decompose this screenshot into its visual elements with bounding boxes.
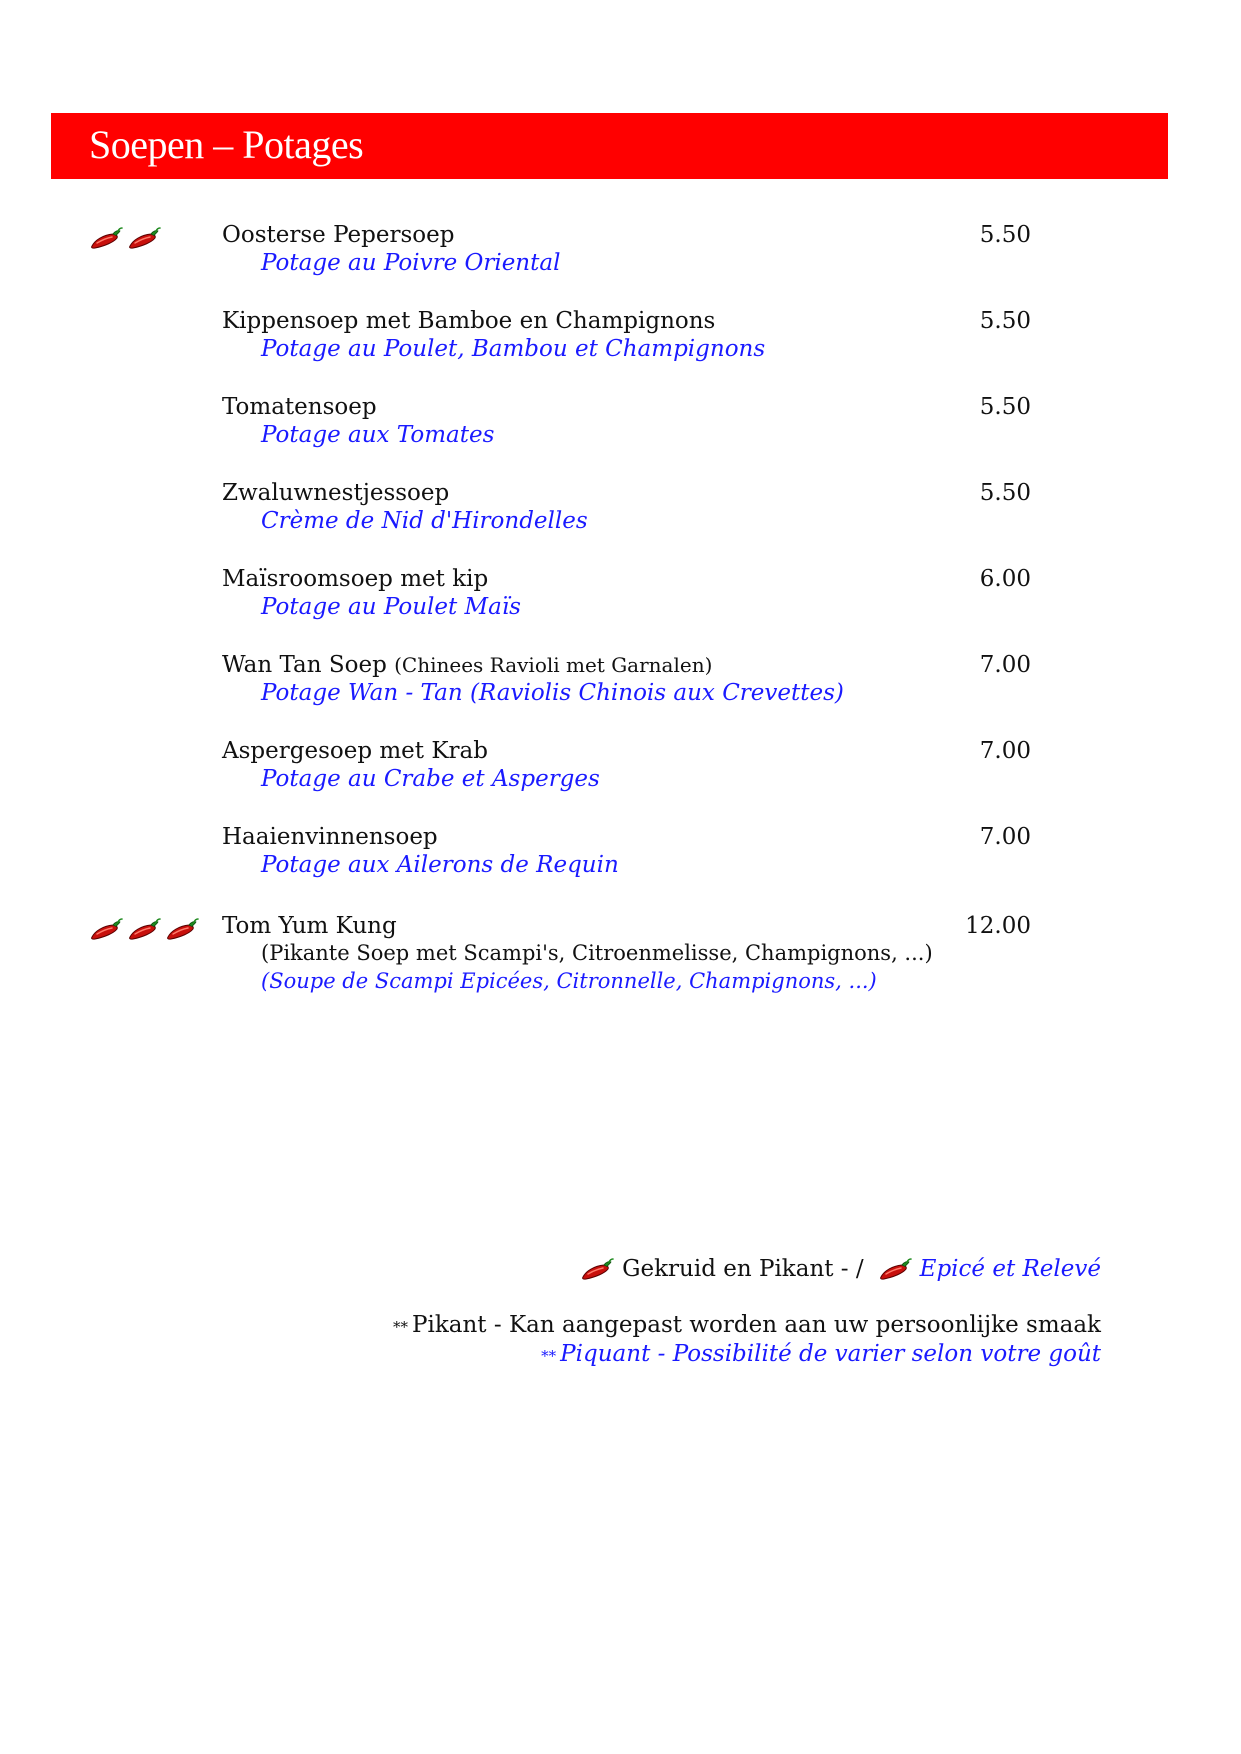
chili-pepper-icon — [165, 917, 199, 941]
item-price: 12.00 — [965, 913, 1031, 939]
note-text-nl: Pikant - Kan aangepast worden aan uw persoonlijke smaak — [412, 1312, 1101, 1338]
item-name-nl-aside: (Chinees Ravioli met Garnalen) — [394, 653, 713, 677]
spice-legend — [580, 1252, 1101, 1286]
item-price: 7.00 — [979, 824, 1031, 850]
chili-pepper-icon — [127, 226, 161, 250]
item-price: 7.00 — [979, 738, 1031, 764]
item-name-fr: Potage au Crabe et Asperges — [261, 766, 600, 792]
menu-item — [0, 911, 1241, 1011]
chili-pepper-icon — [580, 1257, 614, 1281]
item-price: 7.00 — [979, 652, 1031, 678]
item-name-fr: Potage aux Tomates — [261, 422, 495, 448]
menu-item — [0, 822, 1241, 902]
menu-item — [0, 306, 1241, 386]
item-name-nl: Aspergesoep met Krab — [222, 738, 488, 764]
spice-note-fr — [541, 1339, 1101, 1369]
item-price: 6.00 — [979, 566, 1031, 592]
item-name-fr: Crème de Nid d'Hirondelles — [261, 508, 588, 534]
item-name-fr: Potage aux Ailerons de Requin — [261, 852, 619, 878]
legend-text-fr: Epicé et Relevé — [919, 1256, 1101, 1282]
section-title: Soepen – Potages — [89, 122, 364, 167]
item-description-nl: (Pikante Soep met Scampi's, Citroenmelisse, Champignons, ...) — [261, 941, 933, 965]
spice-note-nl — [393, 1310, 1101, 1340]
item-name-nl: Kippensoep met Bamboe en Champignons — [222, 308, 716, 334]
item-name-fr: Potage au Poulet, Bambou et Champignons — [261, 336, 766, 362]
item-price: 5.50 — [979, 308, 1031, 334]
note-text-fr: Piquant - Possibilité de varier selon votre goût — [560, 1341, 1101, 1367]
item-name-nl: Tom Yum Kung — [222, 913, 397, 939]
item-price: 5.50 — [979, 222, 1031, 248]
item-description-fr: (Soupe de Scampi Epicées, Citronnelle, Champignons, ...) — [261, 969, 877, 993]
item-price: 5.50 — [979, 480, 1031, 506]
menu-item — [0, 564, 1241, 644]
spice-indicator — [89, 917, 199, 945]
note-stars: ** — [541, 1347, 557, 1365]
item-name-nl — [222, 650, 712, 680]
item-name-nl: Tomatensoep — [222, 394, 377, 420]
chili-pepper-icon — [89, 917, 123, 941]
menu-item — [0, 736, 1241, 816]
item-price: 5.50 — [979, 394, 1031, 420]
menu-item — [0, 478, 1241, 558]
item-name-nl: Oosterse Pepersoep — [222, 222, 455, 248]
item-name-fr: Potage Wan - Tan (Raviolis Chinois aux Crevettes) — [261, 680, 844, 706]
chili-pepper-icon — [127, 917, 161, 941]
item-name-nl: Haaienvinnensoep — [222, 824, 438, 850]
menu-item — [0, 650, 1241, 730]
menu-item — [0, 220, 1241, 300]
chili-pepper-icon — [89, 226, 123, 250]
menu-item — [0, 392, 1241, 472]
item-name-fr: Potage au Poulet Maïs — [261, 594, 521, 620]
legend-text-nl: Gekruid en Pikant - / — [622, 1256, 864, 1282]
note-stars: ** — [393, 1318, 409, 1336]
item-name-nl-main: Wan Tan Soep — [222, 652, 387, 678]
item-name-fr: Potage au Poivre Oriental — [261, 250, 561, 276]
chili-pepper-icon — [878, 1257, 912, 1281]
spice-indicator — [89, 226, 161, 254]
item-name-nl: Zwaluwnestjessoep — [222, 480, 450, 506]
item-name-nl: Maïsroomsoep met kip — [222, 566, 489, 592]
